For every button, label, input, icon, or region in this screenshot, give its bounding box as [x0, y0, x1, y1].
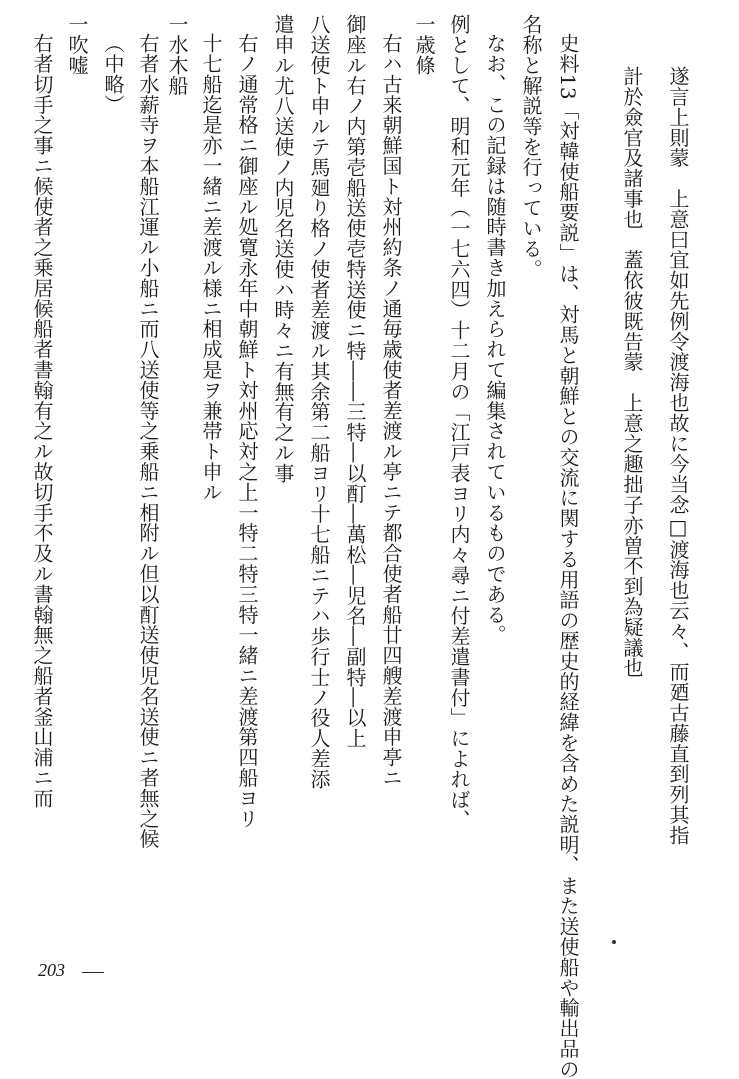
- text-line-4: 名称と解説等を行っている。: [519, 14, 543, 280]
- omission-note: （中略）: [101, 33, 125, 115]
- text-line-18: 右者切手之事ニ候使者之乗居候船者書翰有之ル故切手不及ル書翰無之船者釜山浦ニ而: [30, 33, 54, 809]
- text-line-13: 十七船迄是亦一緒ニ差渡ル様ニ相成是ヲ兼帯ト申ル: [199, 33, 223, 503]
- stray-mark: [612, 940, 616, 944]
- text-line-9: 御座ル右ノ内第壱船送使壱特送使ニ特――三特―以酊―萬松―児名―副特―以上: [343, 14, 367, 749]
- text-line-2: 計於僉官及諸事也 蓋依彼既告蒙 上意之趣拙子亦曽不到為疑議也: [620, 66, 644, 678]
- section-heading-1: 一歳條: [412, 14, 436, 76]
- text-line-3: 史料13「対韓使船要説」は、対馬と朝鮮との交流に関する用語の歴史的経緯を含めた説明、また送使船や輸出品の: [556, 33, 580, 1079]
- text-line-5: なお、この記録は随時書き加えられて編集されているものである。: [483, 33, 507, 645]
- page-number-rule: [82, 972, 104, 973]
- text-line-1: 遂言上則蒙 上意曰宜如先例令渡海也故に今当念□渡海也云々、而廼古藤直到列其指: [666, 66, 690, 846]
- section-heading-3: 一吹嘘: [65, 14, 89, 76]
- text-line-8: 右ハ古来朝鮮国ト対州約条ノ通毎歳使者差渡ル𠅘ニテ都合使者船廿四艘差渡申𠅘ニ: [379, 33, 403, 788]
- text-line-15: 右者水薪寺ヲ本船江運ル小船ニ而八送使等之乗船ニ相附ル但以酊送使児名送使ニ者無之候: [136, 33, 160, 849]
- text-line-12: 右ノ通常格ニ御座ル処寛永年中朝鮮ト対州応対之上一特二特三特一緒ニ差渡第四船ヨリ: [235, 33, 259, 829]
- text-line-10: 八送使ト申ルテ馬廻り格ノ使者差渡ル其余第二船ヨリ十七船ニテハ歩行士ノ役人差添: [307, 14, 331, 790]
- text-line-11: 遣申ル尤八送使ノ内児名送使ハ時々ニ有無有之ル事: [271, 14, 295, 484]
- section-heading-2: 一水木船: [165, 14, 189, 96]
- page-number: 203: [38, 960, 65, 980]
- text-line-6: 例として、明和元年（一七六四）十二月の「江戸表ヨリ内々尋ニ付差遣書付」によれば、: [447, 14, 471, 830]
